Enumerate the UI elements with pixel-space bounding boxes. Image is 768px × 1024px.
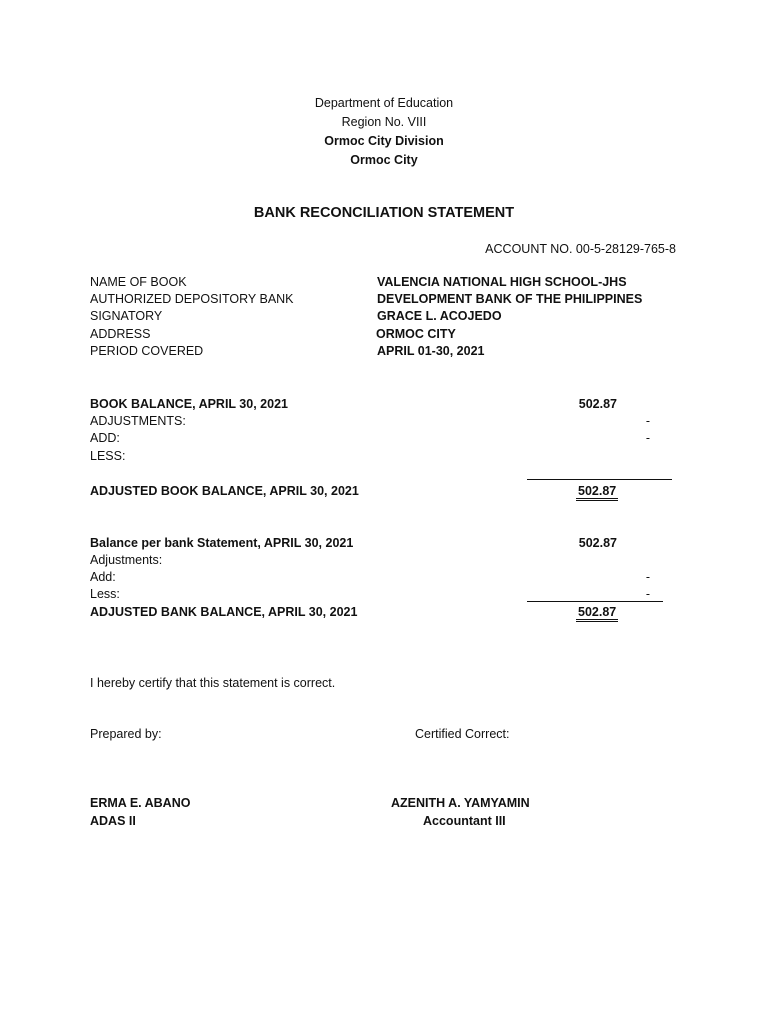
adjusted-book-balance-value-wrap <box>576 483 618 501</box>
info-label-address: ADDRESS <box>90 327 151 341</box>
info-value-period: APRIL 01-30, 2021 <box>377 344 485 358</box>
adjusted-bank-balance-value: 502.87 <box>576 606 618 622</box>
info-value-signatory: GRACE L. ACOJEDO <box>377 309 502 323</box>
account-number: ACCOUNT NO. 00-5-28129-765-8 <box>485 242 676 256</box>
info-label-name-of-book: NAME OF BOOK <box>90 275 187 289</box>
info-label-signatory: SIGNATORY <box>90 309 163 323</box>
header-division: Ormoc City Division <box>324 134 444 148</box>
certifier-title: Accountant III <box>423 814 506 828</box>
book-adjustments-value: - <box>645 414 650 428</box>
info-value-address: ORMOC CITY <box>376 327 456 341</box>
bank-balance-value: 502.87 <box>578 536 617 550</box>
book-add-value: - <box>645 431 650 445</box>
bank-balance-label: Balance per bank Statement, APRIL 30, 2021 <box>90 536 354 550</box>
book-balance-label: BOOK BALANCE, APRIL 30, 2021 <box>90 397 288 411</box>
book-total-rule <box>527 479 672 480</box>
book-less-label: LESS: <box>90 449 126 463</box>
info-label-depository-bank: AUTHORIZED DEPOSITORY BANK <box>90 292 294 306</box>
adjusted-bank-balance-label: ADJUSTED BANK BALANCE, APRIL 30, 2021 <box>90 605 358 619</box>
header-department: Department of Education <box>314 96 454 110</box>
bank-less-label: Less: <box>90 587 120 601</box>
preparer-title: ADAS II <box>90 814 136 828</box>
info-label-period: PERIOD COVERED <box>90 344 204 358</box>
book-balance-value: 502.87 <box>578 397 617 411</box>
bank-adjustments-label: Adjustments: <box>90 553 163 567</box>
bank-add-value: - <box>645 570 650 584</box>
book-add-label: ADD: <box>90 431 120 445</box>
prepared-by-label: Prepared by: <box>90 727 162 741</box>
certified-correct-label: Certified Correct: <box>415 727 510 741</box>
bank-total-rule <box>527 601 663 602</box>
certifier-name: AZENITH A. YAMYAMIN <box>391 796 530 810</box>
adjusted-book-balance-value: 502.87 <box>576 485 618 501</box>
info-value-depository-bank: DEVELOPMENT BANK OF THE PHILIPPINES <box>377 292 643 306</box>
document-title: BANK RECONCILIATION STATEMENT <box>253 205 515 221</box>
adjusted-bank-balance-value-wrap <box>576 604 618 622</box>
header-city: Ormoc City <box>350 153 418 167</box>
bank-less-value: - <box>645 587 650 601</box>
bank-add-label: Add: <box>90 570 116 584</box>
adjusted-book-balance-label: ADJUSTED BOOK BALANCE, APRIL 30, 2021 <box>90 484 359 498</box>
preparer-name: ERMA E. ABANO <box>90 796 191 810</box>
certification-text: I hereby certify that this statement is correct. <box>90 676 336 690</box>
info-value-name-of-book: VALENCIA NATIONAL HIGH SCHOOL-JHS <box>377 275 627 289</box>
book-adjustments-label: ADJUSTMENTS: <box>90 414 186 428</box>
header-region: Region No. VIII <box>341 115 427 129</box>
